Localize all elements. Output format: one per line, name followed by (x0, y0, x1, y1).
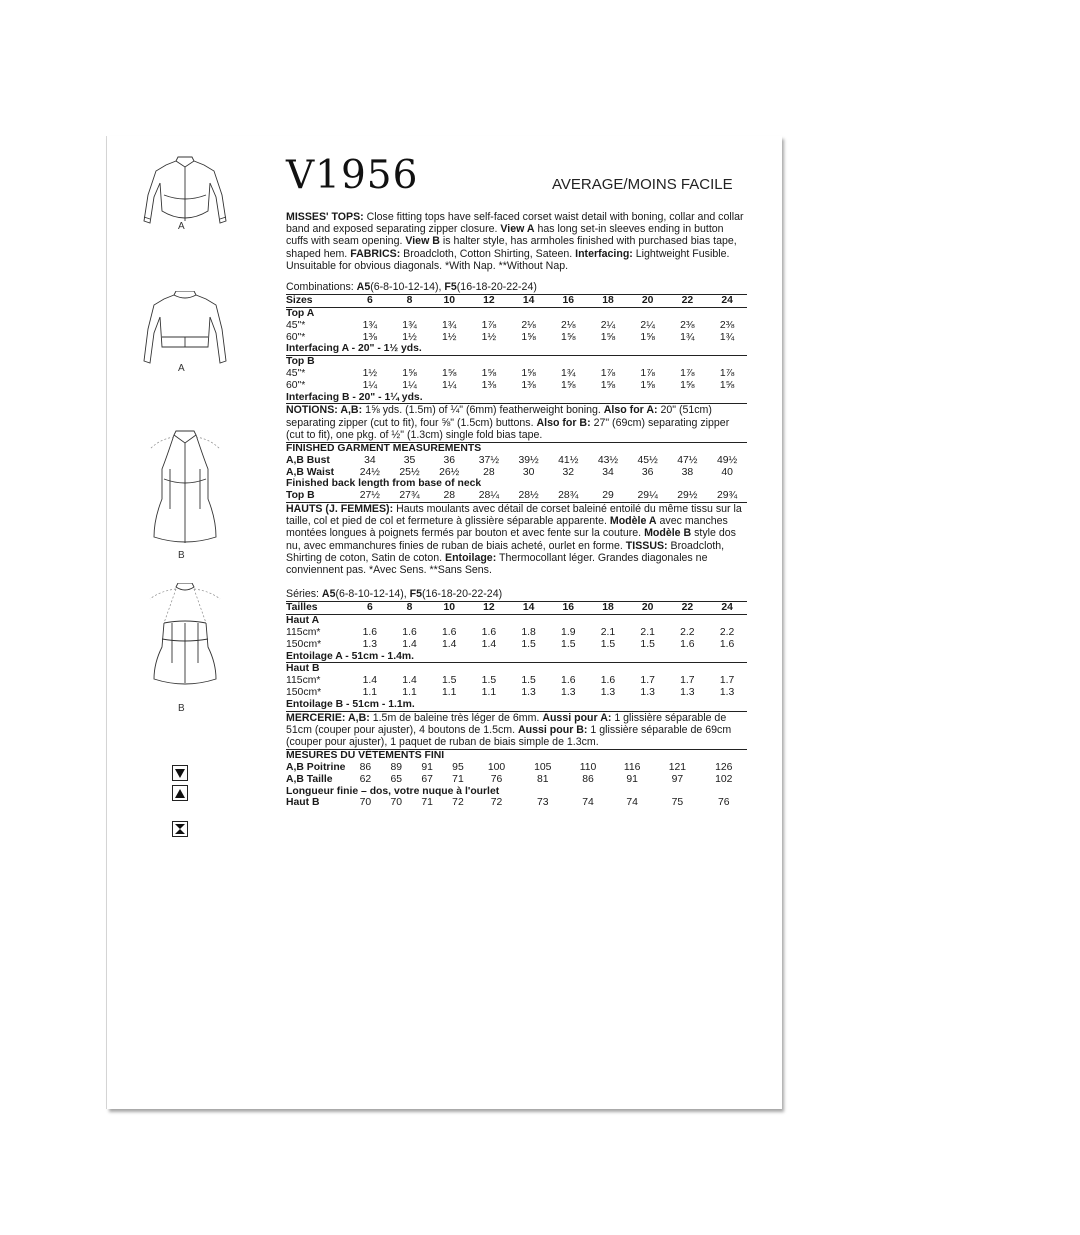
table-cell: 1.6 (719, 638, 735, 650)
row-label: A,B Taille (286, 773, 333, 785)
table-cell: 1.5 (521, 675, 536, 687)
section-label: Haut A (286, 615, 320, 627)
combinations-en (286, 281, 747, 293)
table-cell: 20 (628, 295, 668, 308)
table-cell: 1.4 (402, 638, 417, 650)
section-label: Interfacing A - 20" - 1½ yds. (286, 343, 422, 355)
description-text: Hauts moulants avec détail de corset baleiné entoilé du même tissu sur la taille, col et pied de col et fermeture à glissière séparable apparente. (286, 502, 742, 528)
view-a-label: Modèle A (609, 515, 657, 528)
table-row (286, 687, 747, 699)
table-cell: 1.3 (640, 686, 655, 698)
notions-also-b: Also for B: (536, 416, 591, 429)
table-cell: 49½ (716, 454, 738, 466)
table-cell: 1.3 (362, 638, 378, 650)
table-cell: 12 (469, 295, 509, 308)
table-cell: 1.3 (561, 686, 576, 698)
notions-label: MERCERIE: A,B: (286, 711, 370, 724)
table-cell: 38 (681, 466, 694, 478)
row-label: Top B (286, 490, 315, 502)
description-title: MISSES' TOPS: (286, 211, 364, 223)
table-row (286, 455, 747, 467)
section-label: Haut B (286, 663, 747, 675)
row-label: Sizes (286, 295, 350, 308)
table-section-row (286, 786, 747, 798)
table-cell: 10 (429, 602, 469, 615)
notions-text: 1⅝ yds. (1.5m) of ¼" (6mm) featherweight boning. (362, 404, 604, 417)
table-cell: 73 (536, 797, 549, 809)
table-cell: 28¾ (558, 490, 579, 502)
table-cell: 74 (582, 797, 594, 809)
table-cell: 1¾ (362, 319, 378, 331)
table-cell: 1.4 (362, 675, 378, 687)
table-cell: 1⅝ (600, 331, 616, 343)
table-cell: 1⅜ (481, 379, 497, 391)
table-cell: 1¼ (441, 379, 457, 391)
table-row (286, 774, 747, 786)
table-cell: 72 (452, 797, 464, 809)
table-cell: 1.5 (600, 638, 616, 650)
table-cell: 110 (579, 761, 597, 773)
table-cell: 1⅝ (561, 379, 576, 391)
table-cell: 1.1 (362, 686, 378, 698)
table-cell: 1.8 (521, 627, 536, 638)
view-label: B (178, 550, 185, 561)
table-cell: 8 (390, 602, 430, 615)
table-cell: 1½ (481, 331, 497, 343)
table-cell: 2.1 (600, 627, 616, 638)
table-cell: 47½ (677, 454, 698, 466)
table-cell: 1⅞ (640, 368, 655, 379)
table-cell: 1⅝ (402, 368, 417, 379)
table-row (286, 639, 747, 651)
table-cell: 24 (707, 602, 747, 615)
table-cell: 1.6 (600, 675, 616, 687)
table-section-row (286, 750, 747, 762)
table-cell: 67 (421, 773, 433, 785)
view-label: A (178, 363, 185, 374)
table-cell: 2¼ (640, 319, 655, 331)
table-cell: 16 (548, 602, 588, 615)
table-section-row (286, 356, 747, 368)
table-cell: 2⅛ (561, 319, 576, 331)
table-cell: 32 (562, 466, 575, 478)
table-cell: 1⅜ (521, 379, 536, 391)
view-a-label: View A (500, 223, 535, 236)
row-label: A,B Waist (286, 466, 335, 478)
notions-en (286, 403, 747, 441)
combo-code: F5 (409, 588, 423, 601)
notions-text: 1.5m de baleine très léger de 6mm. (369, 711, 543, 724)
combo-code: F5 (444, 281, 457, 294)
table-cell: 72 (490, 797, 503, 809)
table-cell: 1.5 (640, 638, 655, 650)
table-cell: 26½ (439, 466, 460, 478)
table-cell: 97 (671, 773, 684, 785)
table-row (286, 295, 747, 308)
section-label: Longueur finie – dos, votre nuque à l'ourlet (286, 785, 500, 797)
table-cell: 2⅜ (719, 319, 735, 331)
table-cell: 1⅞ (680, 368, 695, 379)
table-cell: 24 (707, 295, 747, 308)
description-text: Close fitting tops have self-faced corset waist detail with boning, collar and collar band and exposed separating zipper closure. (286, 211, 744, 236)
table-cell: 29¾ (716, 490, 738, 502)
table-cell: 1.1 (402, 686, 417, 698)
description-en (286, 211, 747, 272)
table-row (286, 797, 747, 809)
table-cell: 1.7 (719, 675, 735, 687)
notions-text: 1 glissière séparable de 69cm (couper pour ajuster), 1 paquet de ruban de biais simple de 1.3cm. (286, 723, 732, 748)
table-cell: 41½ (558, 454, 579, 466)
table-cell: 20 (628, 602, 668, 615)
table-cell: 1¾ (402, 319, 417, 331)
table-cell: 121 (668, 761, 687, 773)
table-cell: 2⅛ (521, 319, 536, 331)
table-cell: 86 (359, 761, 372, 773)
table-cell: 1½ (362, 368, 378, 379)
table-cell: 28 (443, 490, 455, 502)
table-cell: 24½ (359, 466, 380, 478)
table-cell: 2.1 (640, 627, 655, 638)
table-cell: 1.7 (640, 675, 655, 687)
table-section-row (286, 663, 747, 675)
table-cell: 14 (509, 295, 549, 308)
table-cell: 1.5 (441, 675, 457, 687)
table-section-row (286, 343, 747, 355)
table-row (286, 320, 747, 332)
table-cell: 102 (715, 773, 733, 785)
table-cell: 1.4 (402, 675, 417, 687)
yardage-table-en (286, 294, 747, 403)
view-a-front-sketch (140, 155, 230, 230)
combo-code: A5 (321, 588, 336, 601)
table-cell: 36 (443, 454, 455, 466)
table-cell: 40 (721, 466, 733, 478)
table-row (286, 380, 747, 392)
table-row (286, 627, 747, 639)
table-cell: 70 (359, 797, 372, 809)
notions-also-a: Also for A: (603, 404, 658, 417)
view-label: B (178, 703, 185, 714)
table-cell: 1½ (402, 331, 417, 343)
table-cell: 70 (390, 797, 403, 809)
fabrics-label: FABRICS: (350, 247, 401, 260)
table-section-row (286, 478, 747, 490)
combo-code: A5 (356, 281, 371, 294)
interfacing-label: Interfacing: (575, 247, 633, 260)
table-row (286, 490, 747, 502)
view-b-label: View B (405, 235, 440, 248)
table-cell: 28 (483, 466, 495, 478)
description-text: Broadcloth, Shirting de coton, Satin de coton. (286, 539, 725, 564)
table-cell: 74 (626, 797, 638, 809)
table-cell: 1.5 (521, 638, 536, 650)
table-cell: 1.3 (521, 686, 536, 698)
table-cell: 1⅝ (441, 368, 457, 379)
table-cell: 1.7 (680, 675, 695, 687)
notions-text: 27" (69cm) separating zipper (cut to fit), one pkg. of ½" (1.3cm) single fold bias tape. (286, 416, 730, 441)
table-cell: 91 (421, 761, 433, 773)
table-cell: 1¾ (680, 331, 695, 343)
combinations-fr (286, 588, 747, 600)
table-cell: 126 (715, 761, 733, 773)
notions-also-b: Aussi pour B: (518, 723, 588, 736)
table-row (286, 602, 747, 615)
table-cell: 45½ (637, 454, 658, 466)
notions-label: NOTIONS: A,B: (286, 404, 363, 417)
interfacing-label: Entoilage: (445, 551, 497, 564)
table-cell: 116 (623, 761, 641, 773)
table-cell: 28¼ (478, 490, 500, 502)
row-label: 60"* (286, 331, 306, 343)
table-cell: 1.1 (441, 686, 457, 698)
table-cell: 16 (548, 295, 588, 308)
pattern-info (286, 211, 747, 809)
table-row (286, 332, 747, 344)
table-cell: 1⅞ (600, 368, 616, 379)
table-section-row (286, 615, 747, 627)
table-cell: 62 (359, 773, 372, 785)
table-cell: 71 (421, 797, 433, 809)
table-cell: 1.5 (561, 638, 576, 650)
section-label: Entoilage B - 51cm - 1.1m. (286, 698, 415, 710)
table-cell: 1⅞ (719, 368, 735, 379)
row-label: 45"* (286, 319, 306, 331)
table-section-row (286, 308, 747, 320)
section-label: Finished back length from base of neck (286, 478, 482, 490)
table-cell: 18 (588, 295, 628, 308)
difficulty-level: AVERAGE/MOINS FACILE (552, 176, 733, 193)
table-section-row (286, 443, 747, 455)
table-cell: 1½ (441, 331, 457, 343)
combinations-label: Combinations: (286, 281, 357, 294)
row-label: 150cm* (286, 638, 322, 650)
table-cell: 29¼ (637, 490, 658, 502)
table-cell: 8 (390, 295, 430, 308)
table-cell: 1¼ (362, 379, 378, 391)
table-cell: 75 (671, 797, 684, 809)
table-row (286, 762, 747, 774)
description-fr (286, 502, 747, 576)
view-b-front-sketch (140, 429, 230, 549)
table-row (286, 368, 747, 380)
table-cell: 76 (717, 797, 730, 809)
table-cell: 1⅝ (719, 379, 735, 391)
table-cell: 1.6 (680, 638, 695, 650)
table-section-row (286, 392, 747, 404)
table-cell: 2.2 (680, 627, 695, 638)
table-cell: 1.4 (481, 638, 497, 650)
combo-sizes: (16-18-20-22-24) (456, 281, 537, 294)
table-cell: 25½ (399, 466, 420, 478)
table-cell: 1⅝ (521, 331, 536, 343)
table-cell: 1.6 (481, 627, 497, 638)
description-text: Lightweight Fusible. Unsuitable for obvious diagonals. *With Nap. **Without Nap. (286, 247, 730, 272)
notions-also-a: Aussi pour A: (542, 711, 612, 724)
table-cell: 1¾ (719, 331, 735, 343)
table-cell: 28½ (518, 490, 539, 502)
table-cell: 1.6 (561, 675, 576, 687)
notions-text: 1 glissière séparable de 51cm (couper pour ajuster), 4 boutons de 1.5cm. (286, 711, 727, 736)
combo-sizes: (6-8-10-12-14), (335, 588, 410, 601)
description-text: Broadcloth, Cotton Shirting, Sateen. (400, 247, 576, 260)
table-cell: 1¼ (402, 379, 417, 391)
table-cell: 34 (364, 454, 376, 466)
table-cell: 1.9 (561, 627, 576, 638)
pattern-number: V1956 (286, 153, 419, 198)
table-cell: 1⅜ (362, 331, 378, 343)
table-cell: 1.4 (441, 638, 457, 650)
table-cell: 1.1 (481, 686, 497, 698)
view-a-back-sketch (140, 291, 230, 371)
table-section-row (286, 699, 747, 711)
table-cell: 6 (350, 602, 390, 615)
description-text: is halter style, has armholes finished with purchased bias tape, shaped hem. (286, 235, 737, 260)
table-cell: 29 (602, 490, 614, 502)
table-cell: 81 (536, 773, 549, 785)
section-label: FINISHED GARMENT MEASUREMENTS (286, 443, 747, 455)
table-cell: 1.5 (481, 675, 497, 687)
table-cell: 100 (487, 761, 506, 773)
table-cell: 37½ (478, 454, 500, 466)
table-cell: 1⅞ (481, 319, 497, 331)
section-label: Top A (286, 308, 315, 320)
table-cell: 86 (582, 773, 594, 785)
table-cell: 1¾ (441, 319, 457, 331)
pattern-symbols (172, 765, 188, 841)
table-cell: 105 (534, 761, 552, 773)
row-label: Haut B (286, 797, 320, 809)
description-title: HAUTS (J. FEMMES): (286, 502, 394, 515)
table-cell: 1.3 (719, 686, 735, 698)
table-cell: 1⅝ (481, 368, 497, 379)
table-cell: 27¾ (399, 490, 420, 502)
description-text: avec manches montées longues à poignets fermés par bouton et avec fente sur la couture. (286, 515, 728, 540)
table-cell: 1⅝ (640, 379, 655, 391)
notions-fr (286, 711, 747, 749)
notions-text: 20" (51cm) separating zipper (cut to fit), four ⅝" (1.5cm) buttons. (286, 404, 712, 429)
table-cell: 35 (403, 454, 416, 466)
combo-sizes: (6-8-10-12-14), (370, 281, 445, 294)
section-label: MESURES DU VÊTEMENTS FINI (286, 750, 747, 762)
fabrics-label: TISSUS: (625, 539, 668, 552)
description-text: style dos nu, avec emmanchures finies de ruban de biais acheté, ourlet en forme. (286, 527, 736, 552)
table-cell: 65 (390, 773, 403, 785)
table-cell: 22 (668, 295, 708, 308)
table-cell: 1¾ (561, 368, 576, 379)
description-text: Thermocollant léger. Grandes diagonales ne conviennent pas. *Avec Sens. **Sans Sens. (286, 551, 708, 576)
table-cell: 91 (626, 773, 638, 785)
table-cell: 1.6 (441, 627, 457, 638)
table-cell: 95 (452, 761, 464, 773)
row-label: 60"* (286, 379, 306, 391)
triangle-down-icon (172, 765, 188, 781)
view-label: A (178, 221, 185, 232)
table-cell: 39½ (518, 454, 539, 466)
table-cell: 71 (452, 773, 464, 785)
table-cell: 22 (668, 602, 708, 615)
combo-sizes: (16-18-20-22-24) (422, 588, 503, 601)
table-cell: 2.2 (719, 627, 735, 638)
section-label: Top B (286, 356, 747, 368)
table-cell: 1⅝ (600, 379, 616, 391)
table-cell: 2⅜ (680, 319, 695, 331)
table-cell: 6 (350, 295, 390, 308)
row-label: 115cm* (286, 627, 321, 638)
section-label: Entoilage A - 51cm - 1.4m. (286, 650, 414, 662)
table-section-row (286, 651, 747, 663)
finished-measurements-fr (286, 749, 747, 809)
row-label: A,B Poitrine (286, 761, 346, 773)
table-cell: 1.6 (362, 627, 378, 638)
row-label: 150cm* (286, 686, 322, 698)
table-cell: 36 (641, 466, 654, 478)
table-row (286, 467, 747, 479)
table-cell: 1.3 (600, 686, 616, 698)
row-label: Tailles (286, 602, 350, 615)
table-cell: 1⅝ (640, 331, 655, 343)
hourglass-icon (172, 821, 188, 837)
table-cell: 89 (390, 761, 403, 773)
row-label: 45"* (286, 368, 306, 379)
table-cell: 30 (522, 466, 535, 478)
table-row (286, 675, 747, 687)
table-cell: 12 (469, 602, 509, 615)
view-b-label: Modèle B (644, 527, 692, 540)
table-cell: 1⅝ (680, 379, 695, 391)
table-cell: 18 (588, 602, 628, 615)
combinations-label: Séries: (286, 588, 322, 601)
table-cell: 34 (602, 466, 614, 478)
row-label: A,B Bust (286, 454, 330, 466)
finished-measurements-en (286, 442, 747, 502)
table-cell: 27½ (359, 490, 380, 502)
table-cell: 1.3 (680, 686, 695, 698)
table-cell: 43½ (597, 454, 619, 466)
table-cell: 29½ (677, 490, 698, 502)
table-cell: 76 (490, 773, 503, 785)
view-b-back-sketch (140, 583, 230, 698)
description-text: has long set-in sleeves ending in button cuffs with seam opening. (286, 223, 724, 248)
table-cell: 1.6 (402, 627, 417, 638)
table-cell: 14 (509, 602, 549, 615)
table-cell: 2¼ (600, 319, 616, 331)
table-cell: 1⅝ (561, 331, 576, 343)
table-cell: 10 (429, 295, 469, 308)
triangle-up-icon (172, 785, 188, 801)
table-cell: 1⅝ (521, 368, 536, 379)
section-label: Interfacing B - 20" - 1¼ yds. (286, 391, 423, 403)
yardage-table-fr (286, 601, 747, 710)
row-label: 115cm* (286, 675, 321, 687)
